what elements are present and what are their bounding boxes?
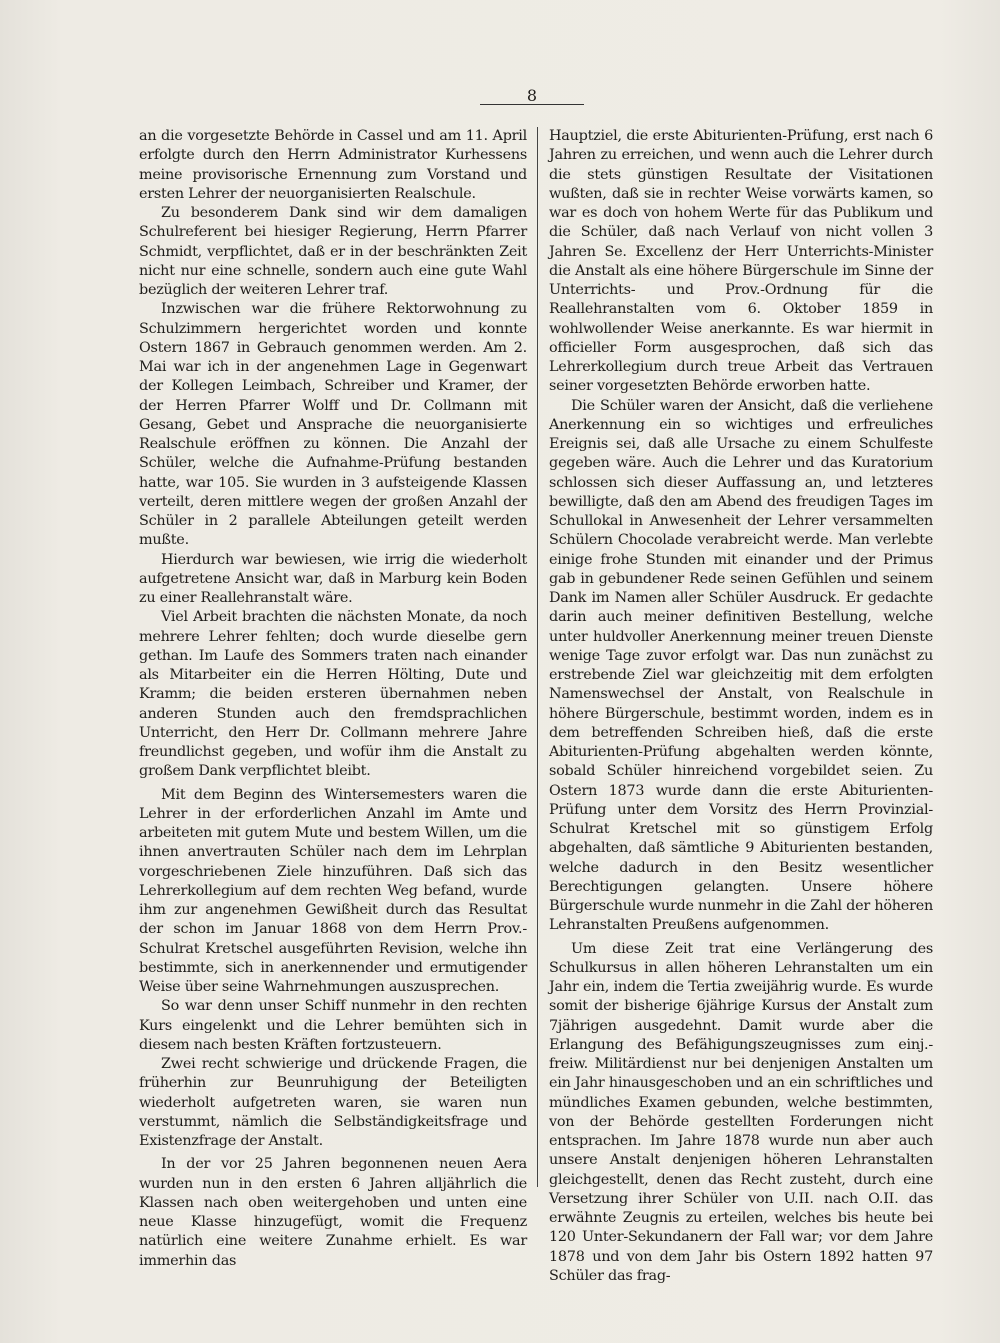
page-number: 8 — [526, 86, 538, 105]
right-column — [549, 127, 933, 1286]
paragraph: an die vorgesetzte Behörde in Cassel und am 11. April erfolgte durch den Herrn Administrator Kurhessens meine provisorische Ernennung zum Vorstand und ersten Lehrer der neuorganisierten Realschule. — [139, 128, 527, 202]
header-rule — [480, 104, 584, 105]
paragraph: Die Schüler waren der Ansicht, daß die verliehene Anerkennung ein so wichtiges und erfreuliches Ereignis sei, daß alle Ursache zu einem Schulfeste gegeben wäre. Auch die Lehrer und das Kuratorium schlossen sich dieser Auffassung an, und letzteres bewilligte, daß den am Abend des freudigen Tages im Schullokal in Anwesenheit der Lehrer versammelten Schülern Chocolade verabreicht werde. Man verlebte einige frohe Stunden mit einander und der Primus gab in gebundener Rede seinen Gefühlen und seinem Dank im Namen aller Schüler Ausdruck. Er gedachte darin auch meiner definitiven Bestellung, welche unter huldvoller Anerkennung meiner treuen Dienste wenige Tage zuvor erfolgt war. Das nun zunächst zu erstrebende Ziel war gleichzeitig mit dem erfolgten Namenswechsel der Anstalt, von Realschule in höhere Bürgerschule, bestimmt worden, indem es in dem betreffenden Schreiben hieß, daß die erste Abiturienten-Prüfung abgehalten werden könnte, sobald Schüler hinreichend vorgebildet seien. Zu Ostern 1873 wurde dann die erste Abiturienten-Prüfung unter dem Vorsitz des Herrn Provinzial-Schulrat Kretschel mit so günstigem Erfolg abgehalten, daß sämtliche 9 Abiturienten bestanden, welche dadurch in den Besitz wesentlicher Berechtigungen gelangten. Unsere höhere Bürgerschule wurde nunmehr in die Zahl der höheren Lehranstalten Preußens aufgenommen. — [549, 397, 933, 934]
paragraph: Mit dem Beginn des Wintersemesters waren die Lehrer in der erforderlichen Anzahl im Amte und arbeiteten mit gutem Mute und bestem Willen, um die ihnen anvertrauten Schüler nach dem im Lehrplan vorgeschriebenen Ziele hinzuführen. Daß sich das Lehrerkollegium auf dem rechten Weg befand, wurde ihm zur angenehmen Gewißheit durch das Resultat der schon im Januar 1868 von dem Herrn Prov.-Schulrat Kretschel ausgeführten Revision, welche ihn bestimmte, sich in anerkennender und ermutigender Weise über seine Wahrnehmungen auszusprechen. — [139, 786, 527, 995]
paragraph: Zwei recht schwierige und drückende Fragen, die früherhin zur Beunruhigung der Beteiligten wiederholt aufgetreten waren, sie waren nun verstummt, nämlich die Selbständigkeitsfrage und Existenzfrage der Anstalt. — [139, 1056, 527, 1149]
paragraph: Hierdurch war bewiesen, wie irrig die wiederholt aufgetretene Ansicht war, daß in Marburg kein Boden zu einer Reallehranstalt wäre. — [139, 551, 527, 606]
paragraph: In der vor 25 Jahren begonnenen neuen Aera wurden nun in den ersten 6 Jahren alljährlich die Klassen nach oben weitergehoben und unten eine neue Klasse hinzugefügt, womit die Frequenz natürlich eine weitere Zunahme erhielt. Es war immerhin das — [139, 1156, 527, 1269]
paragraph: So war denn unser Schiff nunmehr in den rechten Kurs eingelenkt und die Lehrer bemühten sich in diesem nach besten Kräften fortzusteuern. — [139, 998, 527, 1053]
column-divider — [537, 127, 538, 1187]
paragraph: Um diese Zeit trat eine Verlängerung des Schulkursus in allen höheren Lehranstalten um ein Jahr ein, indem die Tertia zweijährig wurde. Es wurde somit der bisherige 6jährige Kursus der Anstalt zum 7jährigen ausgedehnt. Damit wurde aber die Erlangung des Befähigungszeugnisses zum einj.-freiw. Militärdienst nur bei denjenigen Anstalten um ein Jahr hinausgeschoben und an ein schriftliches und mündliches Examen gebunden, welche bestimmten, von der Behörde gestellten Forderungen nicht entsprachen. Im Jahre 1878 wurde nun aber auch unsere Anstalt denjenigen höheren Lehranstalten gleichgestellt, denen das Recht zusteht, durch eine Versetzung ihrer Schüler von U.II. nach O.II. das erwähnte Zeugnis zu erteilen, welches bis heute bei 120 Unter-Sekundanern der Fall war; vor dem Jahre 1878 und von dem Jahr bis Ostern 1892 hatten 97 Schüler das frag- — [549, 940, 933, 1284]
paragraph: Inzwischen war die frühere Rektorwohnung zu Schulzimmern hergerichtet worden und konnte Ostern 1867 in Gebrauch genommen werden. Am 2. Mai war ich in der angenehmen Lage in Gegenwart der Kollegen Leimbach, Schreiber und Kramer, der der Herren Pfarrer Wolff und Dr. Collmann mit Gesang, Gebet und Ansprache die neuorganisierte Realschule eröffnen zu können. Die Anzahl der Schüler, welche die Aufnahme-Prüfung bestanden hatte, war 105. Sie wurden in 3 aufsteigende Klassen verteilt, deren mittlere wegen der großen Anzahl der Schüler in 2 parallele Abteilungen geteilt werden mußte. — [139, 301, 527, 549]
paragraph: Zu besonderem Dank sind wir dem damaligen Schulreferent bei hiesiger Regierung, Herrn Pfarrer Schmidt, verpflichtet, daß er in der beschränkten Zeit nicht nur eine schnelle, sondern auch eine gute Wahl bezüglich der weiteren Lehrer traf. — [139, 205, 527, 298]
paragraph: Viel Arbeit brachten die nächsten Monate, da noch mehrere Lehrer fehlten; doch wurde dieselbe gern gethan. Im Laufe des Sommers traten nach einander als Mitarbeiter ein die Herren Hölting, Dute und Kramm; die beiden ersteren übernahmen neben anderen Stunden auch den fremdsprachlichen Unterricht, den Herr Dr. Collmann mehrere Jahre freundlichst gegeben, und wofür ihm die Anstalt zu großem Dank verpflichtet bleibt. — [139, 609, 527, 780]
left-column — [139, 127, 527, 1271]
paragraph: Hauptziel, die erste Abiturienten-Prüfung, erst nach 6 Jahren zu erreichen, und wenn auch die Lehrer durch die stets günstigen Resultate der Visitationen wußten, daß sie in rechter Weise vorwärts kamen, so war es doch von hohem Werte für das Publikum und die Schüler, daß nach Verlauf von nicht vollen 3 Jahren Se. Excellenz der Herr Unterrichts-Minister die Anstalt als eine höhere Bürgerschule im Sinne der Unterrichts- und Prov.-Ordnung für die Reallehranstalten vom 6. Oktober 1859 in wohlwollender Weise anerkannte. Es war hiermit in officieller Form ausgesprochen, daß sich das Lehrerkollegium durch treue Arbeit das Vertrauen seiner vorgesetzten Behörde erworben hatte. — [549, 128, 933, 395]
